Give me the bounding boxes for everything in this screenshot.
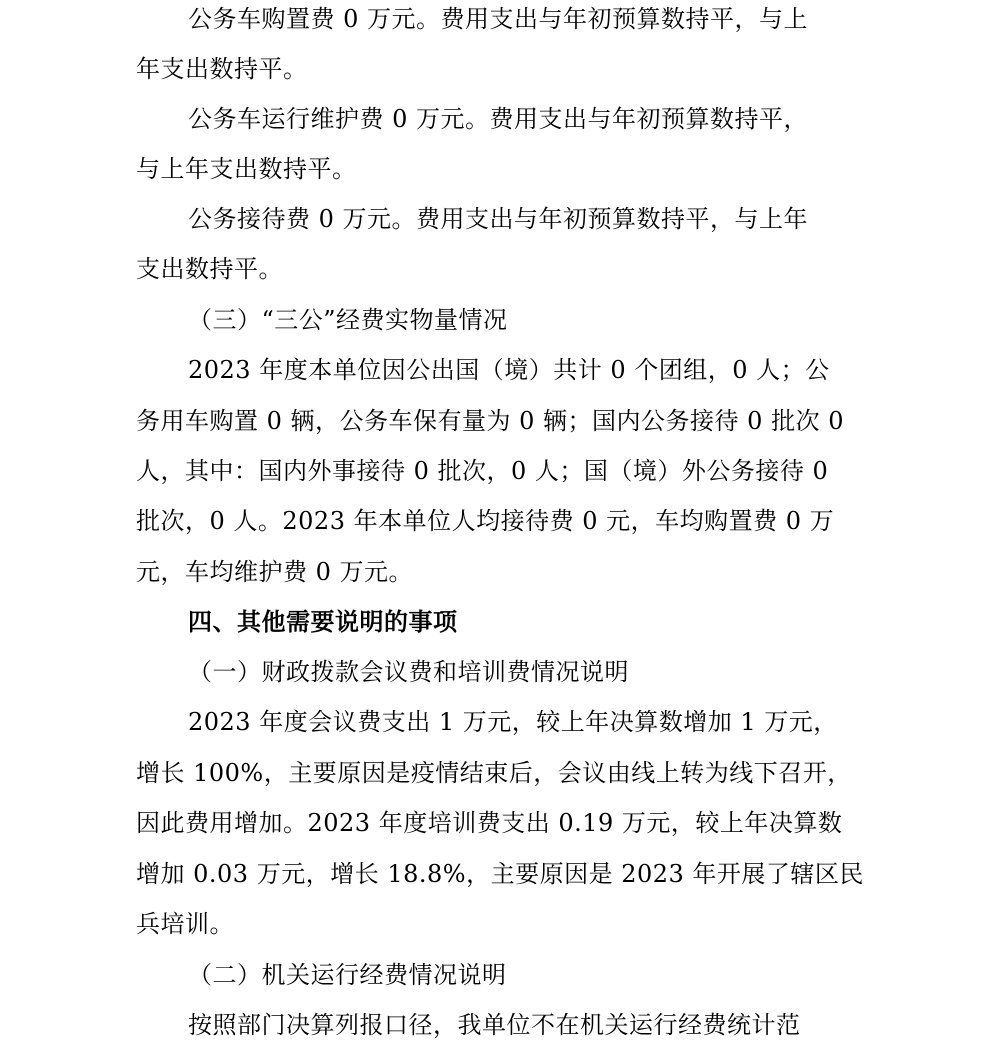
para-quantity-line-4: 批次，0 人。2023 年本单位人均接待费 0 元，车均购置费 0 万: [136, 507, 835, 535]
para-car-maintenance-line-2: 与上年支出数持平。: [136, 155, 357, 183]
para-office-operation-line-1: 按照部门决算列报口径，我单位不在机关运行经费统计范: [188, 1011, 801, 1039]
para-quantity-line-2: 务用车购置 0 辆，公务车保有量为 0 辆；国内公务接待 0 批次 0: [136, 407, 844, 435]
subheading-three-public-quantity: （三）“三公”经费实物量情况: [188, 306, 508, 334]
para-quantity-line-5: 元，车均维护费 0 万元。: [136, 558, 414, 586]
para-reception-line-2: 支出数持平。: [136, 255, 283, 283]
para-meeting-line-3: 因此费用增加。2023 年度培训费支出 0.19 万元，较上年决算数: [136, 809, 843, 837]
para-reception-line-1: 公务接待费 0 万元。费用支出与年初预算数持平，与上年: [188, 205, 809, 233]
para-meeting-line-2: 增长 100%，主要原因是疫情结束后，会议由线上转为线下召开，: [136, 759, 852, 787]
para-meeting-line-5: 兵培训。: [136, 910, 234, 938]
para-meeting-line-4: 增加 0.03 万元，增长 18.8%，主要原因是 2023 年开展了辖区民: [136, 860, 864, 888]
section-heading-other-matters: 四、其他需要说明的事项: [188, 607, 458, 636]
para-quantity-line-1: 2023 年度本单位因公出国（境）共计 0 个团组，0 人；公: [188, 356, 830, 384]
para-car-purchase-line-2: 年支出数持平。: [136, 55, 308, 83]
para-car-maintenance-line-1: 公务车运行维护费 0 万元。费用支出与年初预算数持平，: [188, 105, 809, 133]
subheading-office-operation: （二）机关运行经费情况说明: [188, 961, 507, 989]
subheading-meeting-training: （一）财政拨款会议费和培训费情况说明: [188, 658, 629, 686]
para-quantity-line-3: 人，其中：国内外事接待 0 批次，0 人；国（境）外公务接待 0: [136, 457, 829, 485]
para-meeting-line-1: 2023 年度会议费支出 1 万元，较上年决算数增加 1 万元，: [188, 708, 838, 736]
para-car-purchase-line-1: 公务车购置费 0 万元。费用支出与年初预算数持平，与上: [188, 5, 809, 33]
